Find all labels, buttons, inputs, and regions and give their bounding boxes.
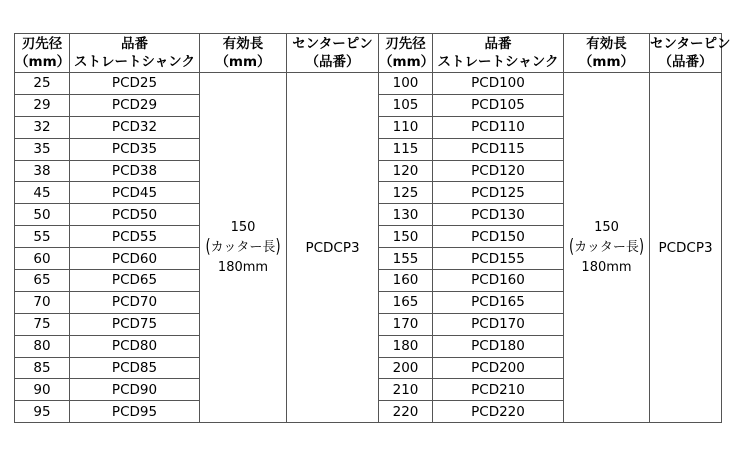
part-number-cell: PCD85 <box>70 357 200 379</box>
part-number-cell: PCD160 <box>433 270 564 292</box>
diameter-cell: 110 <box>379 116 433 138</box>
diameter-cell: 80 <box>15 335 70 357</box>
part-number-cell: PCD200 <box>433 357 564 379</box>
effective-length-cell-right <box>564 73 650 423</box>
part-number-cell: PCD180 <box>433 335 564 357</box>
part-number-cell: PCD170 <box>433 313 564 335</box>
part-number-cell: PCD29 <box>70 94 200 116</box>
header-effective-length-2: 有効長 （mm） <box>564 34 650 73</box>
diameter-cell: 125 <box>379 182 433 204</box>
diameter-cell: 95 <box>15 401 70 423</box>
part-number-cell: PCD120 <box>433 160 564 182</box>
header-part-number-1: 品番 ストレートシャンク <box>70 34 200 73</box>
part-number-cell: PCD60 <box>70 248 200 270</box>
part-number-cell: PCD45 <box>70 182 200 204</box>
part-number-cell: PCD80 <box>70 335 200 357</box>
header-row <box>15 34 722 73</box>
part-number-cell: PCD35 <box>70 138 200 160</box>
diameter-cell: 130 <box>379 204 433 226</box>
part-number-cell: PCD220 <box>433 401 564 423</box>
part-number-cell: PCD155 <box>433 248 564 270</box>
part-number-cell: PCD25 <box>70 73 200 95</box>
part-number-cell: PCD150 <box>433 226 564 248</box>
header-effective-length-1: 有効長 （mm） <box>200 34 287 73</box>
diameter-cell: 105 <box>379 94 433 116</box>
diameter-cell: 65 <box>15 270 70 292</box>
diameter-cell: 100 <box>379 73 433 95</box>
part-number-cell: PCD38 <box>70 160 200 182</box>
header-diameter-2: 刃先径 （mm） <box>379 34 433 73</box>
header-part-number-2: 品番 ストレートシャンク <box>433 34 564 73</box>
part-number-cell: PCD105 <box>433 94 564 116</box>
part-number-cell: PCD55 <box>70 226 200 248</box>
diameter-cell: 35 <box>15 138 70 160</box>
diameter-cell: 70 <box>15 291 70 313</box>
cutter-length-value: 180mm <box>581 259 632 275</box>
part-number-cell: PCD110 <box>433 116 564 138</box>
diameter-cell: 155 <box>379 248 433 270</box>
table-body <box>15 73 722 423</box>
part-number-cell: PCD165 <box>433 291 564 313</box>
left-bracket: ( <box>205 236 211 258</box>
effective-length-value: 150 <box>230 219 256 235</box>
diameter-cell: 75 <box>15 313 70 335</box>
table-row <box>15 73 722 95</box>
header-diameter-1: 刃先径 （mm） <box>15 34 70 73</box>
diameter-cell: 200 <box>379 357 433 379</box>
part-number-cell: PCD70 <box>70 291 200 313</box>
spec-table <box>14 33 731 423</box>
part-number-cell: PCD130 <box>433 204 564 226</box>
left-bracket: ( <box>568 236 575 258</box>
diameter-cell: 60 <box>15 248 70 270</box>
effective-length-cell-left <box>200 73 287 423</box>
header-center-pin-1: センターピン （品番） <box>287 34 379 73</box>
diameter-cell: 120 <box>379 160 433 182</box>
cutter-length-value: 180mm <box>217 259 269 275</box>
right-bracket: ) <box>638 236 645 258</box>
diameter-cell: 29 <box>15 94 70 116</box>
diameter-cell: 210 <box>379 379 433 401</box>
diameter-cell: 25 <box>15 73 70 95</box>
part-number-cell: PCD75 <box>70 313 200 335</box>
diameter-cell: 180 <box>379 335 433 357</box>
diameter-cell: 45 <box>15 182 70 204</box>
diameter-cell: 165 <box>379 291 433 313</box>
part-number-cell: PCD95 <box>70 401 200 423</box>
diameter-cell: 170 <box>379 313 433 335</box>
cutter-length-label: カッター長 <box>210 239 276 255</box>
cutter-length-label: カッター長 <box>574 239 639 255</box>
effective-length-value: 150 <box>594 219 619 235</box>
part-number-cell: PCD90 <box>70 379 200 401</box>
diameter-cell: 150 <box>379 226 433 248</box>
diameter-cell: 90 <box>15 379 70 401</box>
diameter-cell: 32 <box>15 116 70 138</box>
part-number-cell: PCD115 <box>433 138 564 160</box>
part-number-cell: PCD65 <box>70 270 200 292</box>
center-pin-cell-right: PCDCP3 <box>650 73 722 423</box>
cutter-length-line <box>200 238 286 258</box>
diameter-cell: 115 <box>379 138 433 160</box>
diameter-cell: 220 <box>379 401 433 423</box>
diameter-cell: 55 <box>15 226 70 248</box>
header-center-pin-2: センターピン （品番） <box>650 34 722 73</box>
part-number-cell: PCD100 <box>433 73 564 95</box>
cutter-length-line <box>564 238 649 258</box>
diameter-cell: 38 <box>15 160 70 182</box>
part-number-cell: PCD50 <box>70 204 200 226</box>
part-number-cell: PCD210 <box>433 379 564 401</box>
diameter-cell: 50 <box>15 204 70 226</box>
diameter-cell: 160 <box>379 270 433 292</box>
right-bracket: ) <box>275 236 281 258</box>
center-pin-cell-left: PCDCP3 <box>287 73 379 423</box>
part-number-cell: PCD32 <box>70 116 200 138</box>
diameter-cell: 85 <box>15 357 70 379</box>
part-number-cell: PCD125 <box>433 182 564 204</box>
